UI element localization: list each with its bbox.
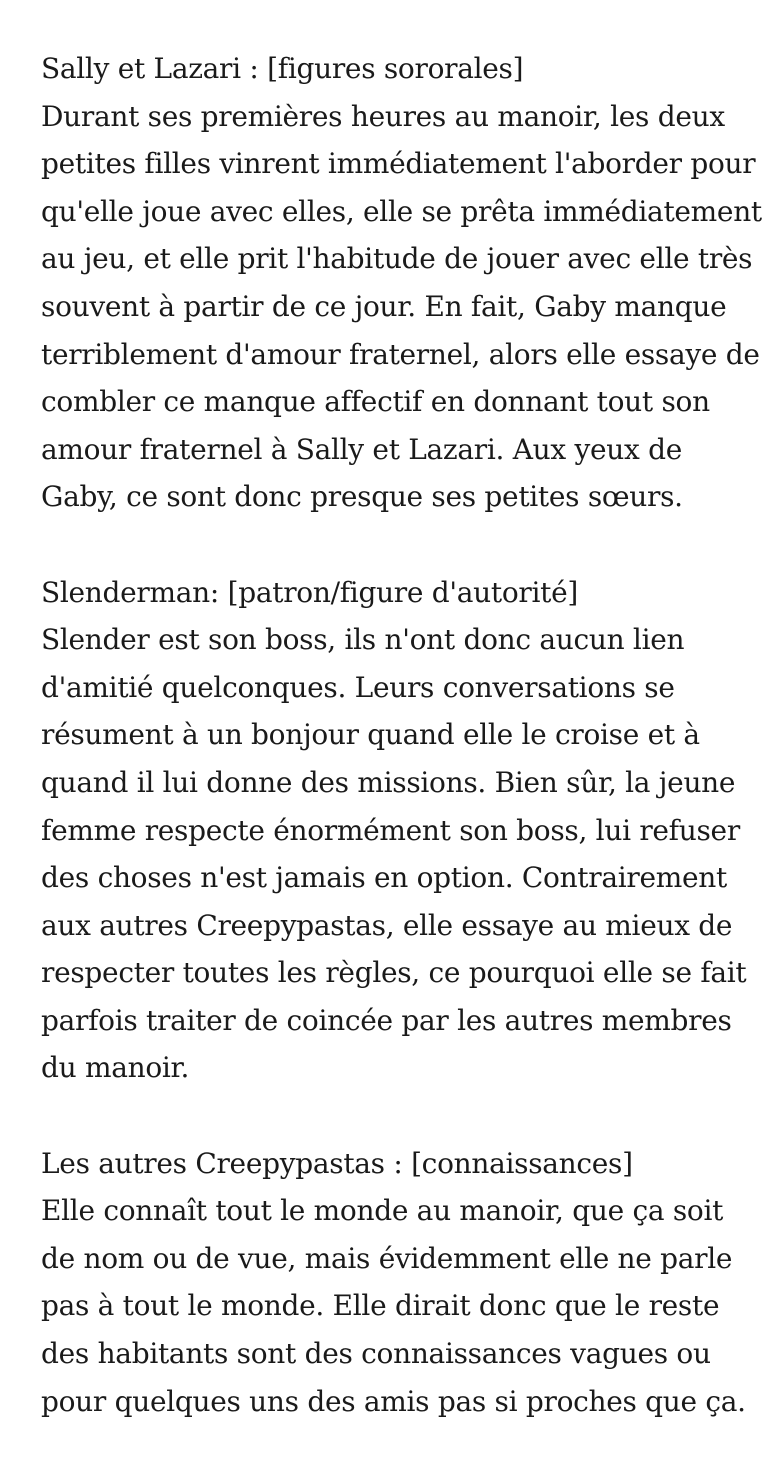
paragraph-line: combler ce manque affectif en donnant tout son (41, 385, 710, 419)
paragraph-line: Elle connaît tout le monde au manoir, que ça soit (41, 1194, 724, 1228)
paragraph-line: de nom ou de vue, mais évidemment elle ne parle (41, 1241, 733, 1275)
paragraph-line: quand il lui donne des missions. Bien sûr, la jeune (41, 765, 736, 799)
paragraph-line: Slender est son boss, ils n'ont donc aucun lien (41, 623, 685, 657)
paragraph-line: terriblement d'amour fraternel, alors elle essaye de (41, 337, 760, 371)
section-slenderman (41, 569, 763, 1093)
paragraph-line: pas à tout le monde. Elle dirait donc que le reste (41, 1289, 720, 1323)
paragraph-line: Durant ses premières heures au manoir, les deux (41, 99, 725, 133)
section-heading: Sally et Lazari : [figures sororales] (41, 52, 524, 85)
section-autres-creepypastas (41, 1140, 763, 1426)
document-body (41, 45, 763, 1425)
paragraph-line: respecter toutes les règles, ce pourquoi elle se fait (41, 956, 747, 990)
paragraph-line: femme respecte énormément son boss, lui refuser (41, 813, 740, 847)
paragraph-line: Gaby, ce sont donc presque ses petites sœurs. (41, 480, 683, 514)
paragraph-line: résument à un bonjour quand elle le croise et à (41, 718, 700, 752)
paragraph-line: pour quelques uns des amis pas si proches que ça. (41, 1384, 746, 1418)
paragraph-line: des habitants sont des connaissances vagues ou (41, 1337, 711, 1371)
paragraph-line: parfois traiter de coincée par les autres membres (41, 1003, 732, 1037)
paragraph-line: souvent à partir de ce jour. En fait, Gaby manque (41, 289, 727, 323)
paragraph-line: amour fraternel à Sally et Lazari. Aux yeux de (41, 432, 682, 466)
section-heading: Les autres Creepypastas : [connaissances] (41, 1146, 633, 1180)
paragraph-line: du manoir. (41, 1051, 190, 1085)
paragraph-line: au jeu, et elle prit l'habitude de jouer avec elle très (41, 242, 753, 276)
section-heading: Slenderman: [patron/figure d'autorité] (41, 575, 579, 609)
paragraph-line: des choses n'est jamais en option. Contrairement (41, 861, 727, 895)
paragraph-line: petites filles vinrent immédiatement l'aborder pour (41, 147, 756, 181)
section-sally-lazari (41, 45, 763, 521)
paragraph-line: aux autres Creepypastas, elle essaye au mieux de (41, 908, 733, 942)
paragraph-line: d'amitié quelconques. Leurs conversations se (41, 670, 675, 704)
paragraph-line: qu'elle joue avec elles, elle se prêta immédiatement (41, 194, 762, 228)
